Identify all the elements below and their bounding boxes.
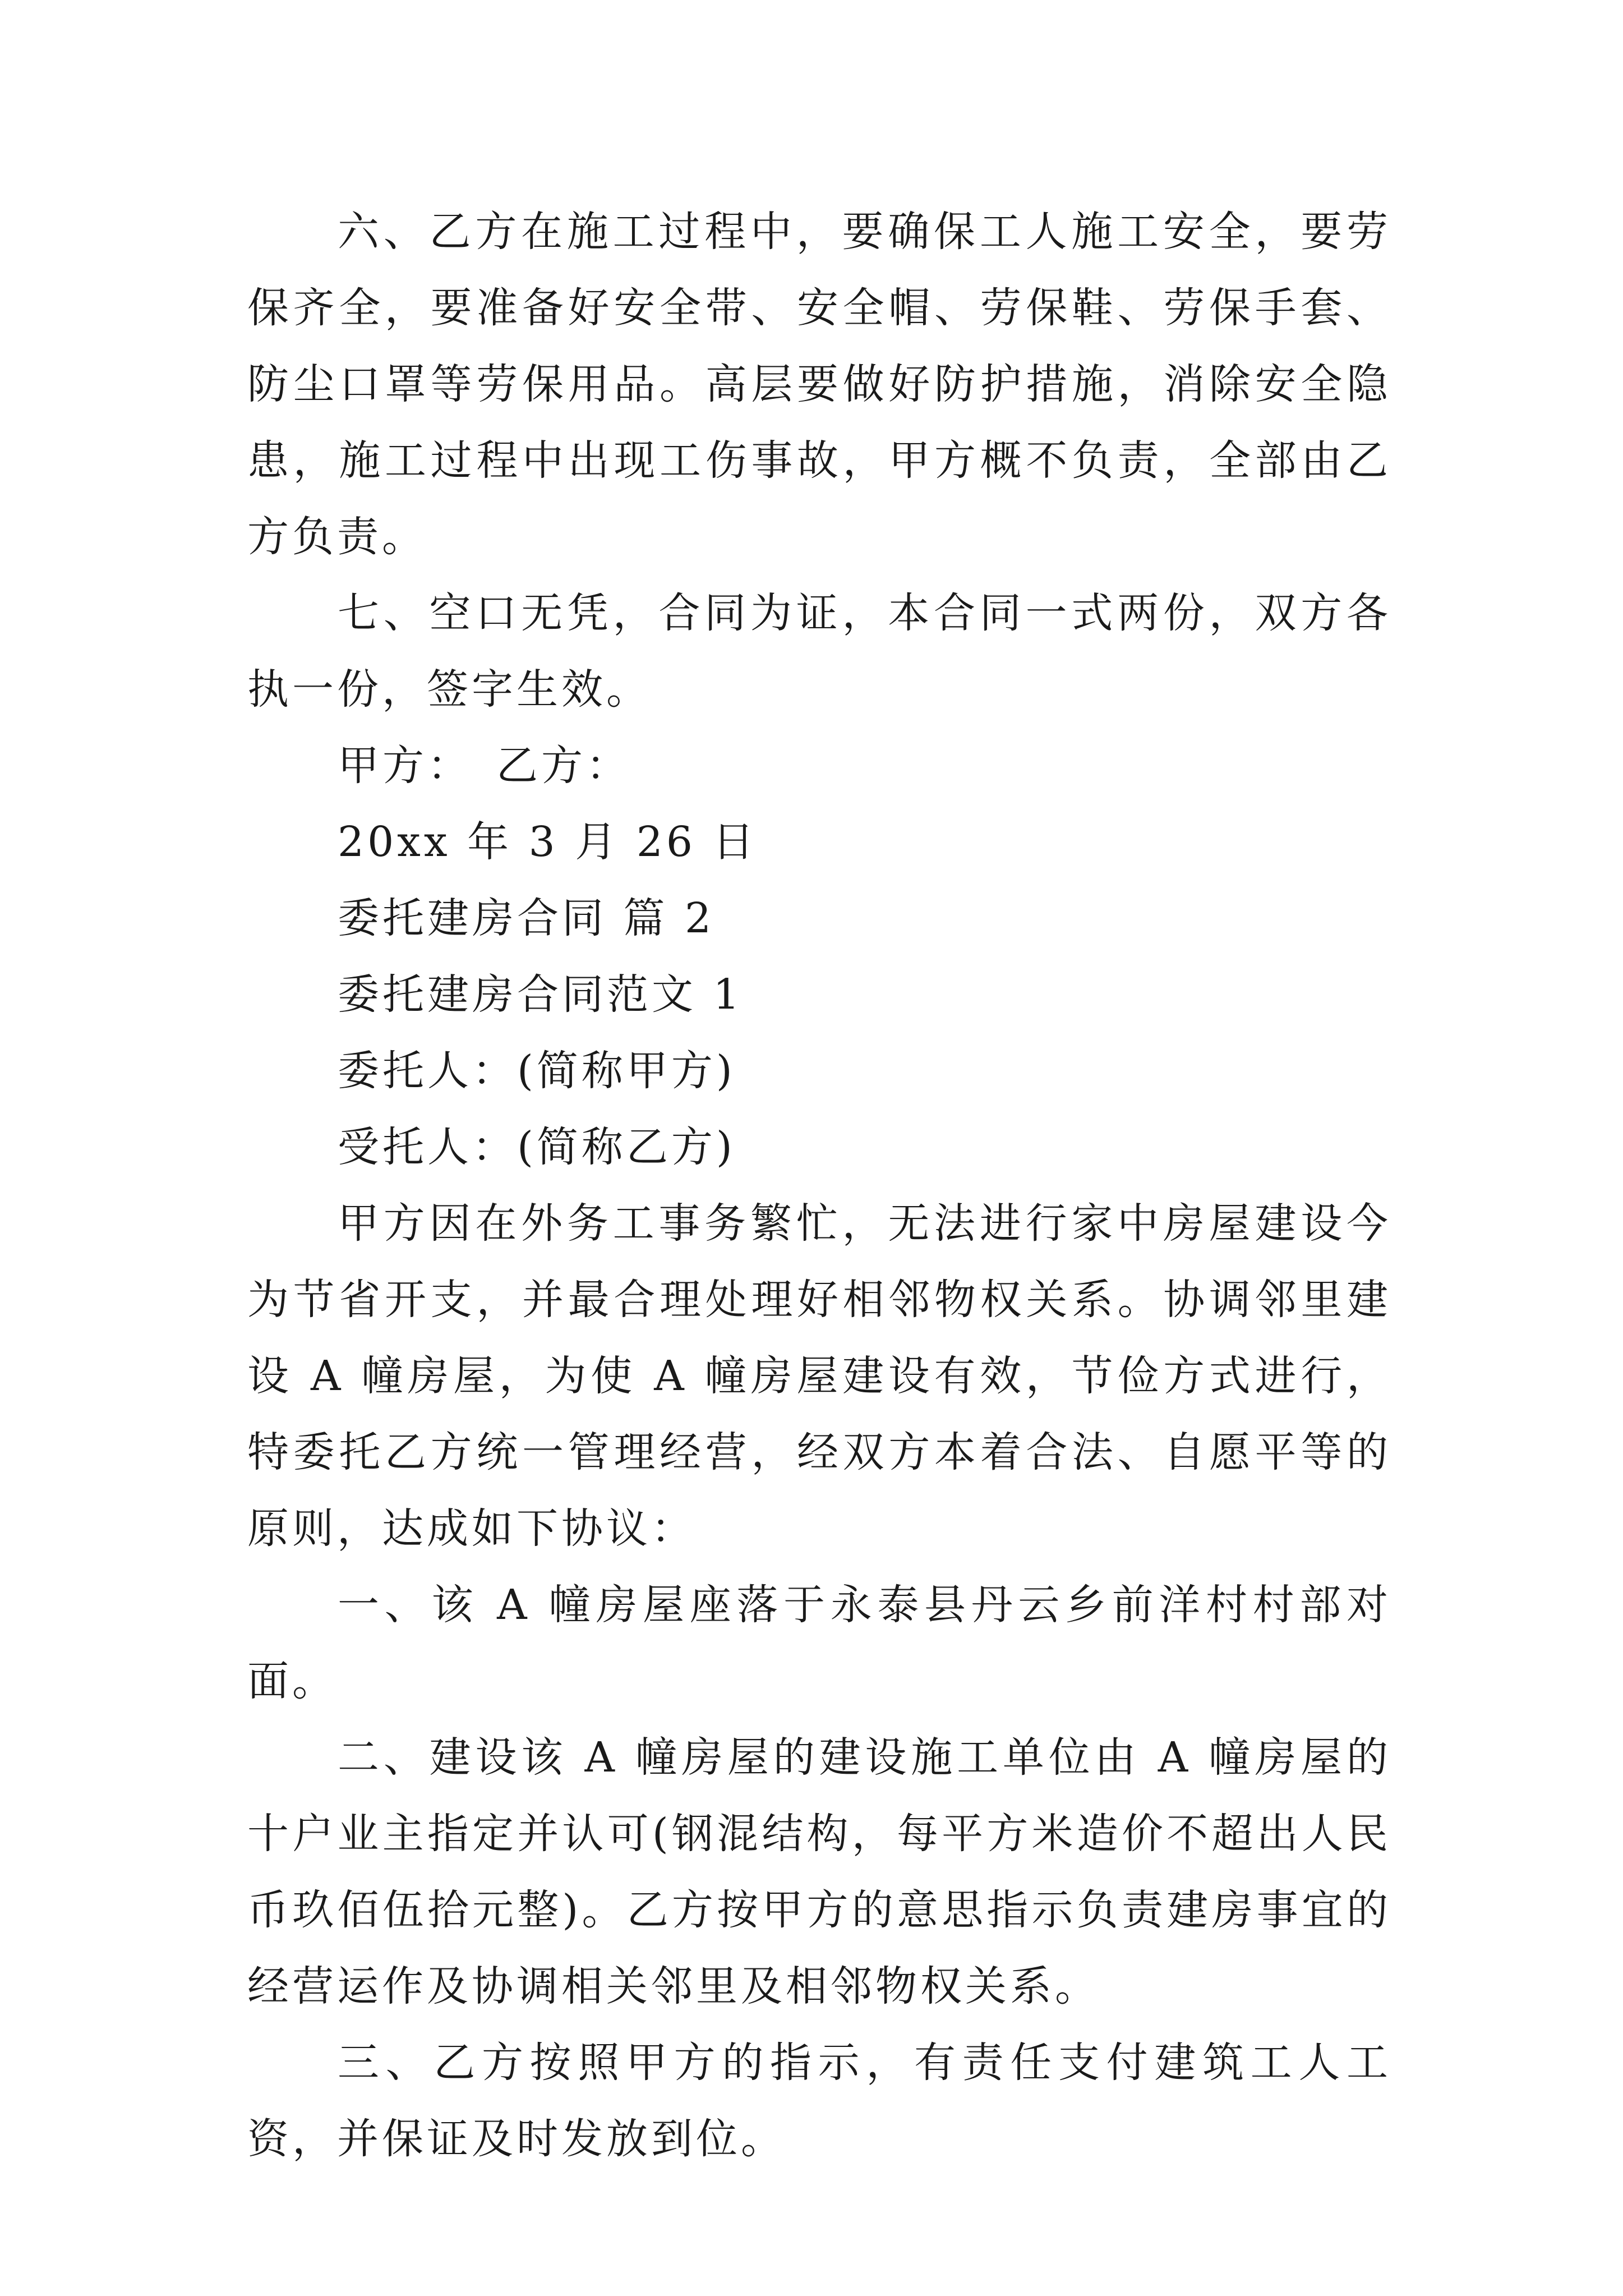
- clause-7: 七、空口无凭，合同为证，本合同一式两份，双方各执一份，签字生效。: [247, 589, 1391, 714]
- clause-6: 六、乙方在施工过程中，要确保工人施工安全，要劳保齐全，要准备好安全带、安全帽、劳保鞋、劳保手套、防尘口罩等劳保用品。高层要做好防护措施，消除安全隐患，施工过程中出现工伤事故，甲方概不负责，全部由乙方负责。: [247, 208, 1391, 561]
- document-body: [247, 194, 1391, 2177]
- intro-paragraph: 甲方因在外务工事务繁忙，无法进行家中房屋建设今为节省开支，并最合理处理好相邻物权关系。协调邻里建设 A 幢房屋，为使 A 幢房屋建设有效，节俭方式进行，特委托乙方统一管理经营，经双方本着合法、自愿平等的原则，达成如下协议：: [247, 1199, 1391, 1553]
- agent-line: 受托人：(简称乙方): [338, 1123, 736, 1171]
- article-3: 三、乙方按照甲方的指示，有责任支付建筑工人工资，并保证及时发放到位。: [247, 2039, 1391, 2163]
- signature-line: 甲方： 乙方：: [338, 742, 631, 790]
- sample-title: 委托建房合同范文 1: [338, 970, 743, 1019]
- section-heading: 委托建房合同 篇 2: [338, 894, 715, 942]
- date-line: 20xx 年 3 月 26 日: [338, 818, 758, 866]
- article-1: 一、该 A 幢房屋座落于永泰县丹云乡前洋村村部对面。: [247, 1581, 1391, 1705]
- principal-line: 委托人：(简称甲方): [338, 1047, 736, 1095]
- article-2: 二、建设该 A 幢房屋的建设施工单位由 A 幢房屋的十户业主指定并认可(钢混结构，每平方米造价不超出人民币玖佰伍拾元整)。乙方按甲方的意思指示负责建房事宜的经营运作及协调相关邻里及相邻物权关系。: [247, 1733, 1391, 2010]
